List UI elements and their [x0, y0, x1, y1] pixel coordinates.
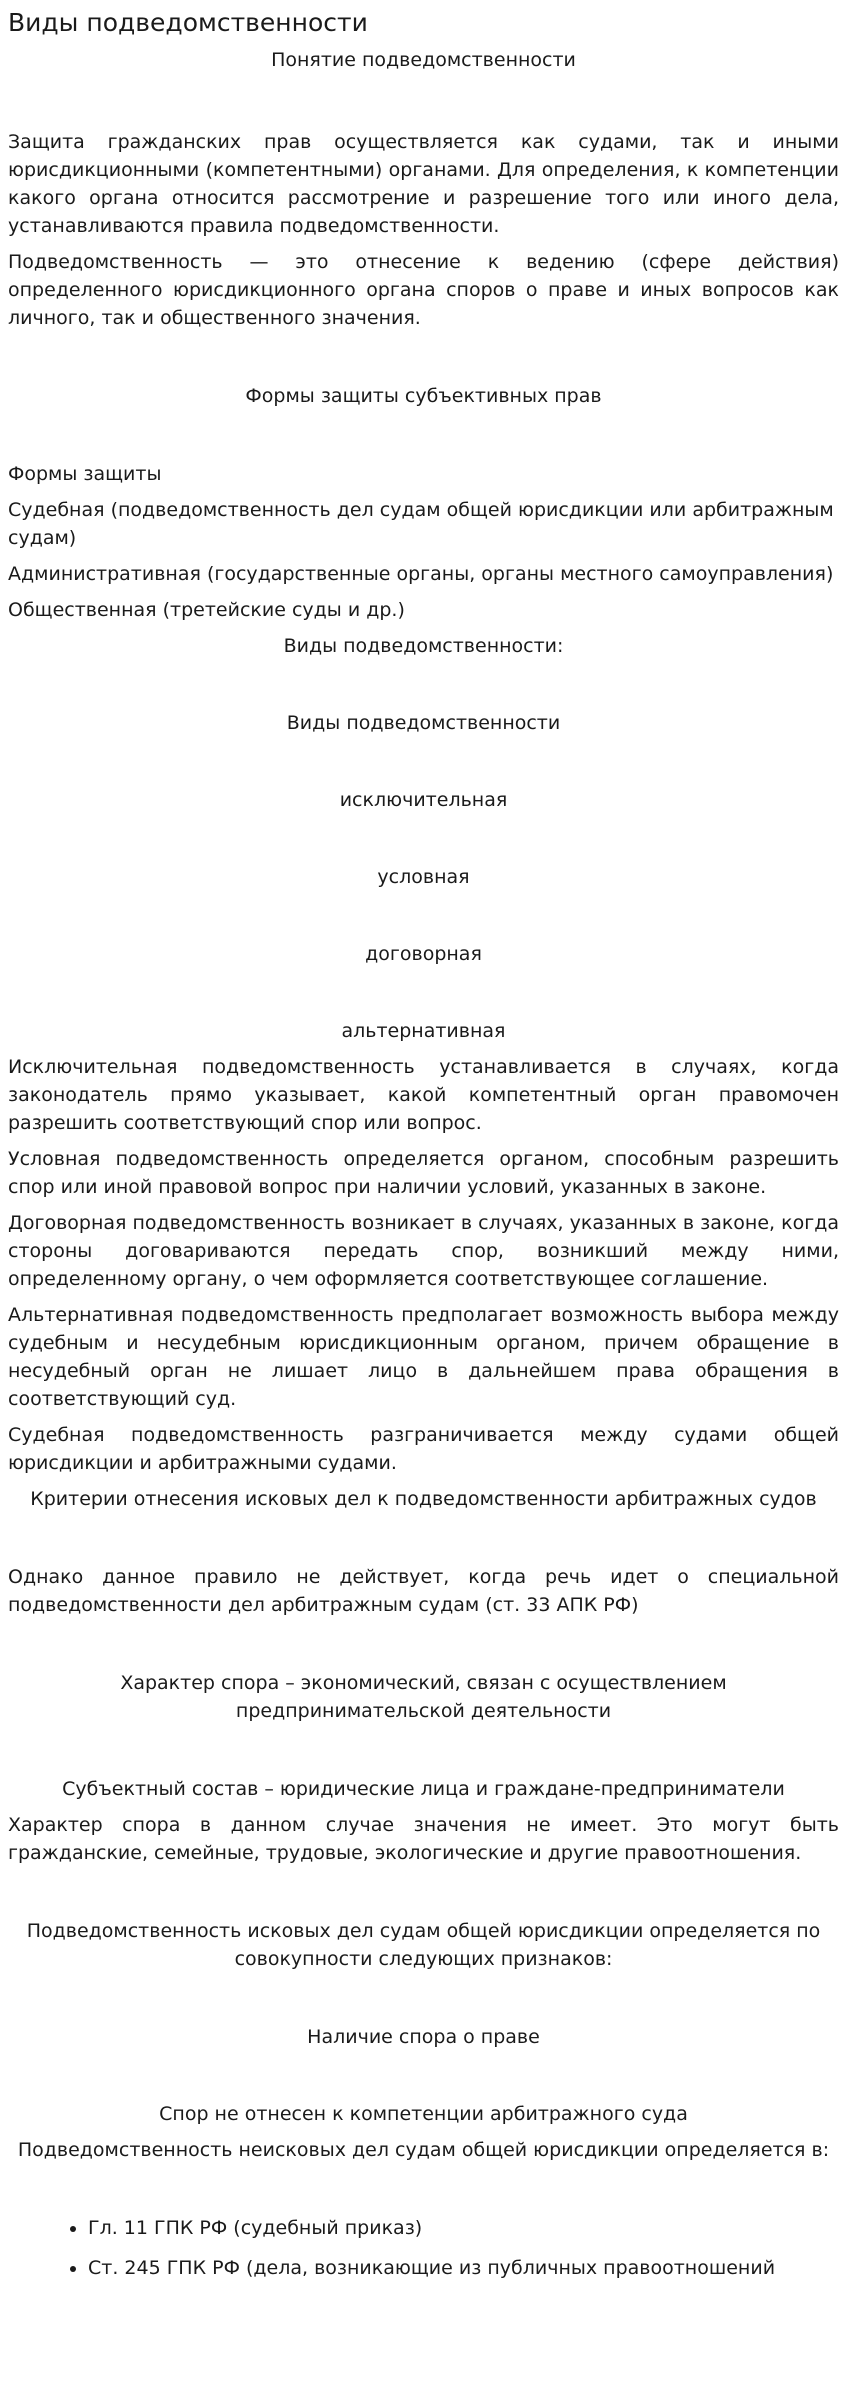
paragraph-conditional: Условная подведомственность определяется органом, способным разрешить спор или иной правовой вопрос при наличии условий, указанных в законе. [8, 1148, 839, 1198]
type-conditional: условная [377, 866, 470, 888]
type-contractual: договорная [365, 943, 482, 965]
list-item: • Ст. 245 ГПК РФ (дела, возникающие из публичных правоотношений [88, 2254, 839, 2282]
sign-dispute: Наличие спора о праве [307, 2026, 540, 2048]
form-judicial: Судебная (подведомственность дел судам общей юрисдикции или арбитражным судам) [8, 499, 834, 549]
article-list [8, 2214, 839, 2282]
document-title: Виды подведомственности [8, 8, 368, 37]
paragraph-contractual: Договорная подведомственность возникает в случаях, указанных в законе, когда стороны договариваются передать спор, возникший между ними, определенному органу, о чем оформляется соответствующее соглашение. [8, 1212, 839, 1290]
type-alternative: альтернативная [341, 1020, 506, 1042]
paragraph-however: Однако данное правило не действует, когда речь идет о специальной подведомственности дел арбитражным судам (ст. 33 АПК РФ) [8, 1566, 839, 1616]
list-item: • Гл. 11 ГПК РФ (судебный приказ) [88, 2214, 839, 2242]
concept-heading: Понятие подведомственности [271, 49, 576, 71]
paragraph-definition: Подведомственность — это отнесение к ведению (сфере действия) определенного юрисдикционного органа споров о праве и иных вопросов как личного, так и общественного значения. [8, 251, 839, 329]
forms-heading: Формы защиты субъективных прав [245, 385, 602, 407]
criterion-subjects: Субъектный состав – юридические лица и граждане-предприниматели [62, 1778, 785, 1800]
forms-label: Формы защиты [8, 463, 162, 485]
paragraph-exclusive: Исключительная подведомственность устанавливается в случаях, когда законодатель прямо указывает, какой компетентный орган правомочен разрешить соответствующий спор или вопрос. [8, 1056, 839, 1134]
types-label: Виды подведомственности [286, 712, 561, 734]
criterion-character: Характер спора – экономический, связан с осуществлением предпринимательской деятельности [120, 1672, 727, 1722]
document-page [0, 6, 847, 2282]
nonclaim-heading: Подведомственность неисковых дел судам общей юрисдикции определяется в: [17, 2139, 830, 2161]
types-heading: Виды подведомственности: [283, 635, 564, 657]
form-administrative: Административная (государственные органы, органы местного самоуправления) [8, 563, 834, 585]
criteria-heading: Критерии отнесения исковых дел к подведомственности арбитражных судов [30, 1488, 817, 1510]
paragraph-judicial-split: Судебная подведомственность разграничивается между судами общей юрисдикции и арбитражными судами. [8, 1424, 839, 1474]
general-jurisdiction-heading: Подведомственность исковых дел судам общей юрисдикции определяется по совокупности следующих признаков: [26, 1920, 821, 1970]
form-public: Общественная (третейские суды и др.) [8, 599, 405, 621]
paragraph-character-irrelevant: Характер спора в данном случае значения не имеет. Это могут быть гражданские, семейные, трудовые, экологические и другие правоотношения. [8, 1814, 839, 1864]
paragraph-alternative: Альтернативная подведомственность предполагает возможность выбора между судебным и несудебным юрисдикционным органом, причем обращение в несудебный орган не лишает лицо в дальнейшем права обращения в соответствующий суд. [8, 1304, 839, 1410]
sign-not-arbitration: Спор не отнесен к компетенции арбитражного суда [159, 2103, 688, 2125]
paragraph-protection: Защита гражданских прав осуществляется как судами, так и иными юрисдикционными (компетентными) органами. Для определения, к компетенции какого органа относится рассмотрение и разрешение того или иного дела, устанавливаются правила подведомственности. [8, 131, 839, 237]
type-exclusive: исключительная [339, 789, 508, 811]
